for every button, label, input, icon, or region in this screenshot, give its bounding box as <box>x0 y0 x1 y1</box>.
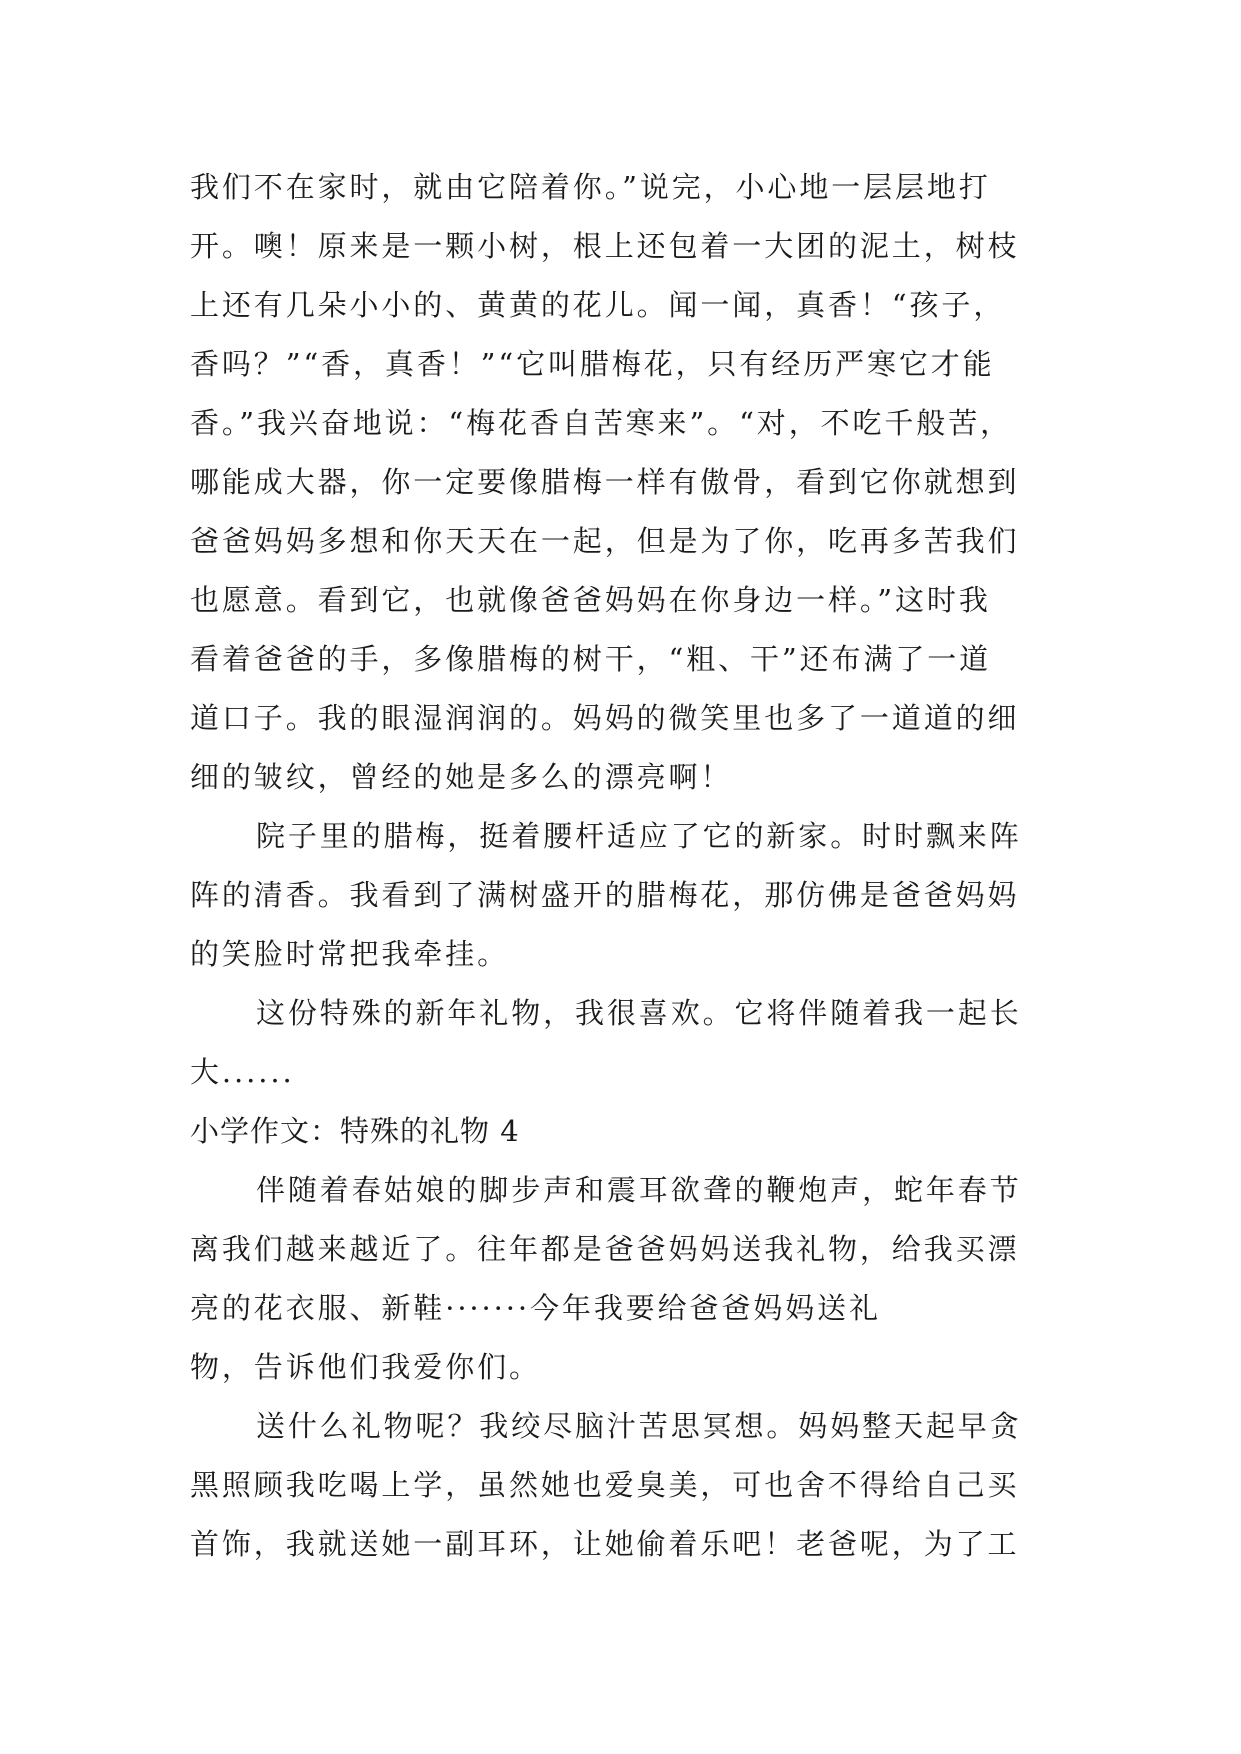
text-line: 这份特殊的新年礼物，我很喜欢。它将伴随着我一起长 <box>256 996 1022 1030</box>
text-line: 伴随着春姑娘的脚步声和震耳欲聋的鞭炮声，蛇年春节 <box>256 1173 1022 1207</box>
text-line: 道口子。我的眼湿润润的。妈妈的微笑里也多了一道道的细 <box>190 701 1020 735</box>
text-line: 也愿意。看到它，也就像爸爸妈妈在你身边一样。”这时我 <box>190 583 991 617</box>
text-line: 看着爸爸的手，多像腊梅的树干，“粗、干”还布满了一道 <box>190 642 992 676</box>
text-line: 阵的清香。我看到了满树盛开的腊梅花，那仿佛是爸爸妈妈 <box>190 878 1020 912</box>
text-line: 物，告诉他们我爱你们。 <box>190 1350 541 1384</box>
document-body <box>190 158 1052 1574</box>
text-line: 的笑脸时常把我牵挂。 <box>190 937 510 971</box>
text-line: 院子里的腊梅，挺着腰杆适应了它的新家。时时飘来阵 <box>256 819 1022 853</box>
text-line: 亮的花衣服、新鞋·······今年我要给爸爸妈妈送礼 <box>190 1291 881 1325</box>
text-line: 香。”我兴奋地说：“梅花香自苦寒来”。“对，不吃千般苦， <box>190 406 1013 440</box>
text-line: 我们不在家时，就由它陪着你。”说完，小心地一层层地打 <box>190 170 991 204</box>
text-line: 开。噢！原来是一颗小树，根上还包着一大团的泥土，树枝 <box>190 229 1020 263</box>
text-line: 哪能成大器，你一定要像腊梅一样有傲骨，看到它你就想到 <box>190 465 1020 499</box>
text-line: 细的皱纹，曾经的她是多么的漂亮啊！ <box>190 760 733 794</box>
text-line: 黑照顾我吃喝上学，虽然她也爱臭美，可也舍不得给自己买 <box>190 1468 1020 1502</box>
text-line: 离我们越来越近了。往年都是爸爸妈妈送我礼物，给我买漂 <box>190 1232 1020 1266</box>
text-line: 送什么礼物呢？我绞尽脑汁苦思冥想。妈妈整天起早贪 <box>256 1409 1022 1443</box>
section-heading: 小学作文：特殊的礼物 4 <box>190 1114 520 1148</box>
text-line: 香吗？”“香，真香！”“它叫腊梅花，只有经历严寒它才能 <box>190 347 995 381</box>
text-line: 爸爸妈妈多想和你天天在一起，但是为了你，吃再多苦我们 <box>190 524 1020 558</box>
text-line: 大...... <box>190 1055 295 1089</box>
text-line: 首饰，我就送她一副耳环，让她偷着乐吧！老爸呢，为了工 <box>190 1527 1020 1561</box>
text-line: 上还有几朵小小的、黄黄的花儿。闻一闻，真香！“孩子， <box>190 288 1006 322</box>
